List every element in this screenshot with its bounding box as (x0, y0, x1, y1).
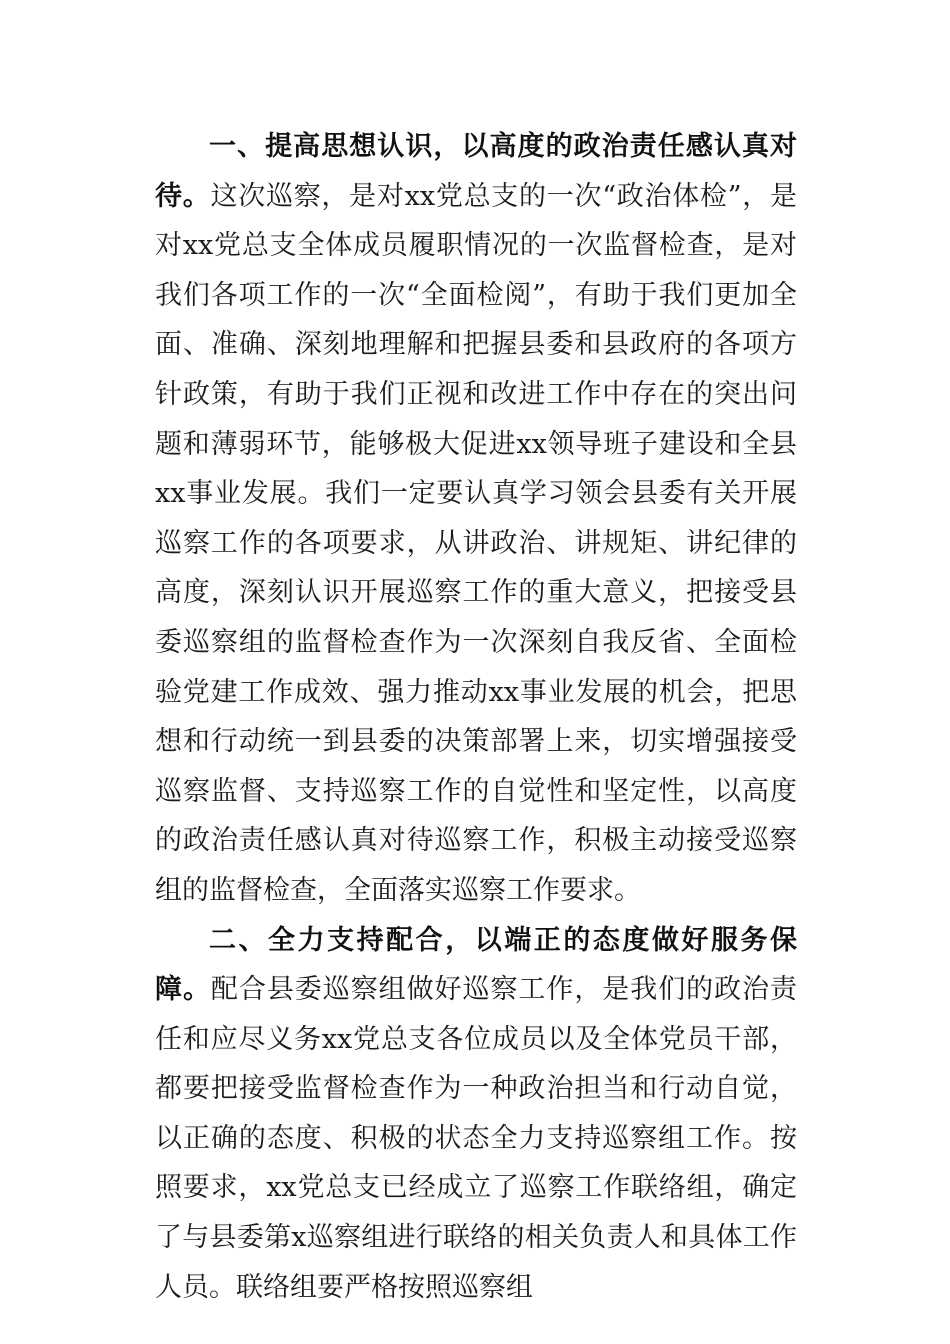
document-body (155, 122, 797, 1312)
paragraph-2 (155, 916, 797, 1313)
paragraph-1-text: 这次巡察，是对xx党总支的一次“政治体检”，是对xx党总支全体成员履职情况的一次监督检查，是对我们各项工作的一次“全面检阅”，有助于我们更加全面、准确、深刻地理解和把握县委和县政府的各项方针政策，有助于我们正视和改进工作中存在的突出问题和薄弱环节，能够极大促进xx领导班子建设和全县xx事业发展。我们一定要认真学习领会县委有关开展巡察工作的各项要求，从讲政治、讲规矩、讲纪律的高度，深刻认识开展巡察工作的重大意义，把接受县委巡察组的监督检查作为一次深刻自我反省、全面检验党建工作成效、强力推动xx事业发展的机会，把思想和行动统一到县委的决策部署上来，切实增强接受巡察监督、支持巡察工作的自觉性和坚定性，以高度的政治责任感认真对待巡察工作，积极主动接受巡察组的监督检查，全面落实巡察工作要求。 (155, 180, 798, 906)
paragraph-2-heading: 二、全力支持配合，以端正的态度做好服务保障。 (155, 924, 797, 1006)
paragraph-1-heading: 一、提高思想认识，以高度的政治责任感认真对待。 (155, 131, 797, 212)
paragraph-2-text: 配合县委巡察组做好巡察工作，是我们的政治责任和应尽义务xx党总支各位成员以及全体党员干部，都要把接受监督检查作为一种政治担当和行动自觉，以正确的态度、积极的状态全力支持巡察组工作。按照要求，xx党总支已经成立了巡察工作联络组，确定了与县委第x巡察组进行联络的相关负责人和具体工作人员。联络组要严格按照巡察组 (155, 974, 798, 1303)
paragraph-1 (155, 122, 797, 916)
